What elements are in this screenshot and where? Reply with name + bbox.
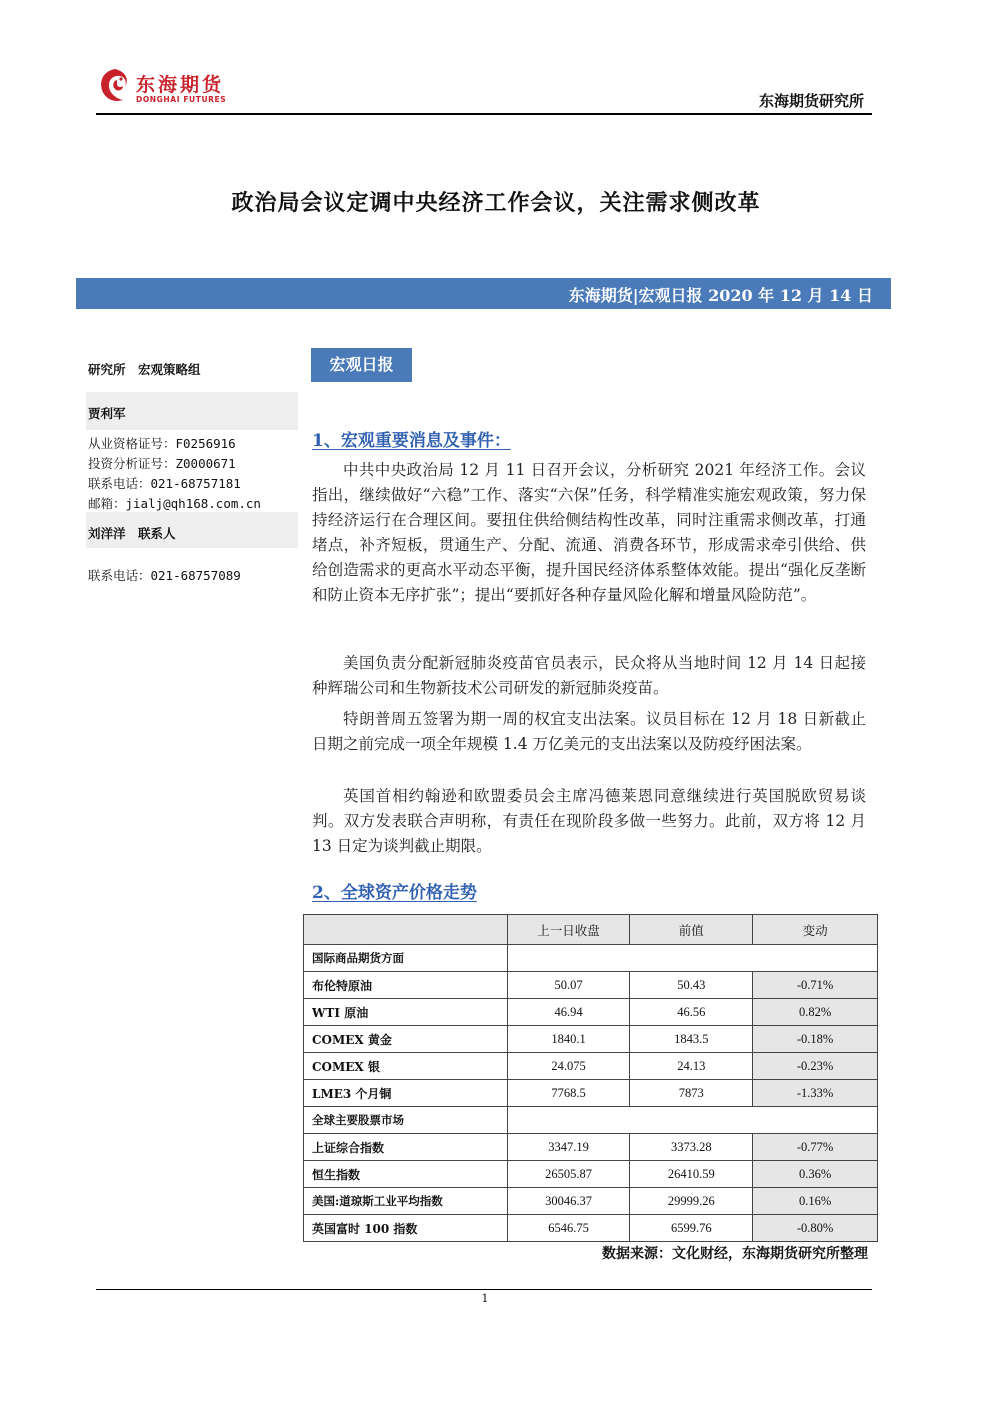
- close-value: 46.94: [507, 999, 630, 1026]
- close-value: 6546.75: [507, 1215, 630, 1242]
- column-header: 变动: [753, 915, 878, 945]
- close-value: 30046.37: [507, 1188, 630, 1215]
- asset-name: COMEX 银: [304, 1053, 508, 1080]
- asset-name: 恒生指数: [304, 1161, 508, 1188]
- table-row: [304, 1026, 878, 1053]
- section-tag: 宏观日报: [311, 348, 412, 382]
- change-value: -0.18%: [753, 1026, 878, 1053]
- news-paragraph: 英国首相约翰逊和欧盟委员会主席冯德莱恩同意继续进行英国脱欧贸易谈判。双方发表联合声明称，有责任在现阶段多做一些努力。此前，双方将 12 月 13 日定为谈判截止期限。: [312, 787, 866, 855]
- group-spacer: [507, 945, 877, 972]
- section1-heading: 1、宏观重要消息及事件：: [312, 431, 511, 451]
- asset-name: 英国富时 100 指数: [304, 1215, 508, 1242]
- asset-price-table: [303, 914, 878, 1242]
- table-row: [304, 972, 878, 999]
- report-title: 政治局会议定调中央经济工作会议，关注需求侧改革: [231, 190, 761, 216]
- company-logo: [96, 64, 236, 110]
- column-header: 前值: [630, 915, 753, 945]
- qualification-number: 从业资格证号：F0256916: [88, 436, 236, 451]
- section2-heading: 2、全球资产价格走势: [312, 883, 477, 903]
- table-row: [304, 1053, 878, 1080]
- logo-chinese-name: 东海期货: [136, 74, 225, 96]
- table-row: [304, 1080, 878, 1107]
- prev-value: 6599.76: [630, 1215, 753, 1242]
- asset-name: WTI 原油: [304, 999, 508, 1026]
- change-value: -0.23%: [753, 1053, 878, 1080]
- table-row: [304, 1134, 878, 1161]
- change-value: -0.80%: [753, 1215, 878, 1242]
- contact-name: 刘洋洋 联系人: [88, 526, 176, 541]
- contact-phone: 联系电话：021-68757089: [88, 568, 241, 583]
- table-row: [304, 1188, 878, 1215]
- analyst-phone: 联系电话：021-68757181: [88, 476, 241, 491]
- analyst-name-box: [86, 392, 298, 430]
- asset-name: COMEX 黄金: [304, 1026, 508, 1053]
- table-row: [304, 999, 878, 1026]
- change-value: 0.16%: [753, 1188, 878, 1215]
- close-value: 1840.1: [507, 1026, 630, 1053]
- analyst-name: 贾利军: [88, 406, 126, 421]
- footer-divider: [96, 1289, 872, 1290]
- prev-value: 1843.5: [630, 1026, 753, 1053]
- group-title: 全球主要股票市场: [304, 1107, 508, 1134]
- column-header: [304, 915, 508, 945]
- close-value: 24.075: [507, 1053, 630, 1080]
- header-divider: [96, 113, 872, 115]
- institute-name: 东海期货研究所: [758, 92, 864, 110]
- asset-name: 美国:道琼斯工业平均指数: [304, 1188, 508, 1215]
- contact-name-box: [86, 512, 298, 548]
- change-value: -0.71%: [753, 972, 878, 999]
- prev-value: 3373.28: [630, 1134, 753, 1161]
- table-row: [304, 1161, 878, 1188]
- asset-name: 上证综合指数: [304, 1134, 508, 1161]
- investment-analysis-number: 投资分析证号：Z0000671: [88, 456, 236, 471]
- table-header-row: [304, 915, 878, 945]
- change-value: 0.82%: [753, 999, 878, 1026]
- prev-value: 29999.26: [630, 1188, 753, 1215]
- close-value: 3347.19: [507, 1134, 630, 1161]
- prev-value: 50.43: [630, 972, 753, 999]
- change-value: 0.36%: [753, 1161, 878, 1188]
- prev-value: 7873: [630, 1080, 753, 1107]
- prev-value: 46.56: [630, 999, 753, 1026]
- change-value: -1.33%: [753, 1080, 878, 1107]
- analyst-email[interactable]: 邮箱：jialj@qh168.com.cn: [88, 496, 261, 511]
- group-header-row: [304, 945, 878, 972]
- department-label: 研究所 宏观策略组: [88, 362, 201, 377]
- news-paragraph: 特朗普周五签署为期一周的权宜支出法案。议员目标在 12 月 18 日新截止日期之前完成一项全年规模 1.4 万亿美元的支出法案以及防疫纾困法案。: [312, 710, 866, 753]
- page-number: 1: [481, 1292, 489, 1305]
- banner-text: 东海期货|宏观日报 2020 年 12 月 14 日: [568, 286, 873, 305]
- report-banner: [76, 278, 891, 309]
- prev-value: 26410.59: [630, 1161, 753, 1188]
- dragon-logo-icon: [96, 66, 134, 106]
- asset-name: LME3 个月铜: [304, 1080, 508, 1107]
- news-paragraph: 中共中央政治局 12 月 11 日召开会议，分析研究 2021 年经济工作。会议指出，继续做好“六稳”工作、落实“六保”任务，科学精准实施宏观政策，努力保持经济运行在合理区间。要扭住供给侧结构性改革，同时注重需求侧改革，打通堵点，补齐短板，贯通生产、分配、流通、消费各环节，形成需求牵引供给、供给创造需求的更高水平动态平衡，提升国民经济体系整体效能。提出“强化反垄断和防止资本无序扩张”；提出“要抓好各种存量风险化解和增量风险防范”。: [312, 461, 866, 604]
- change-value: -0.77%: [753, 1134, 878, 1161]
- close-value: 7768.5: [507, 1080, 630, 1107]
- logo-english-name: DONGHAI FUTURES: [136, 95, 227, 104]
- prev-value: 24.13: [630, 1053, 753, 1080]
- close-value: 50.07: [507, 972, 630, 999]
- group-header-row: [304, 1107, 878, 1134]
- close-value: 26505.87: [507, 1161, 630, 1188]
- group-spacer: [507, 1107, 877, 1134]
- group-title: 国际商品期货方面: [304, 945, 508, 972]
- data-source-note: 数据来源：文化财经，东海期货研究所整理: [602, 1246, 868, 1262]
- asset-name: 布伦特原油: [304, 972, 508, 999]
- news-paragraph: 美国负责分配新冠肺炎疫苗官员表示，民众将从当地时间 12 月 14 日起接种辉瑞公司和生物新技术公司研发的新冠肺炎疫苗。: [312, 654, 866, 697]
- table-row: [304, 1215, 878, 1242]
- column-header: 上一日收盘: [507, 915, 630, 945]
